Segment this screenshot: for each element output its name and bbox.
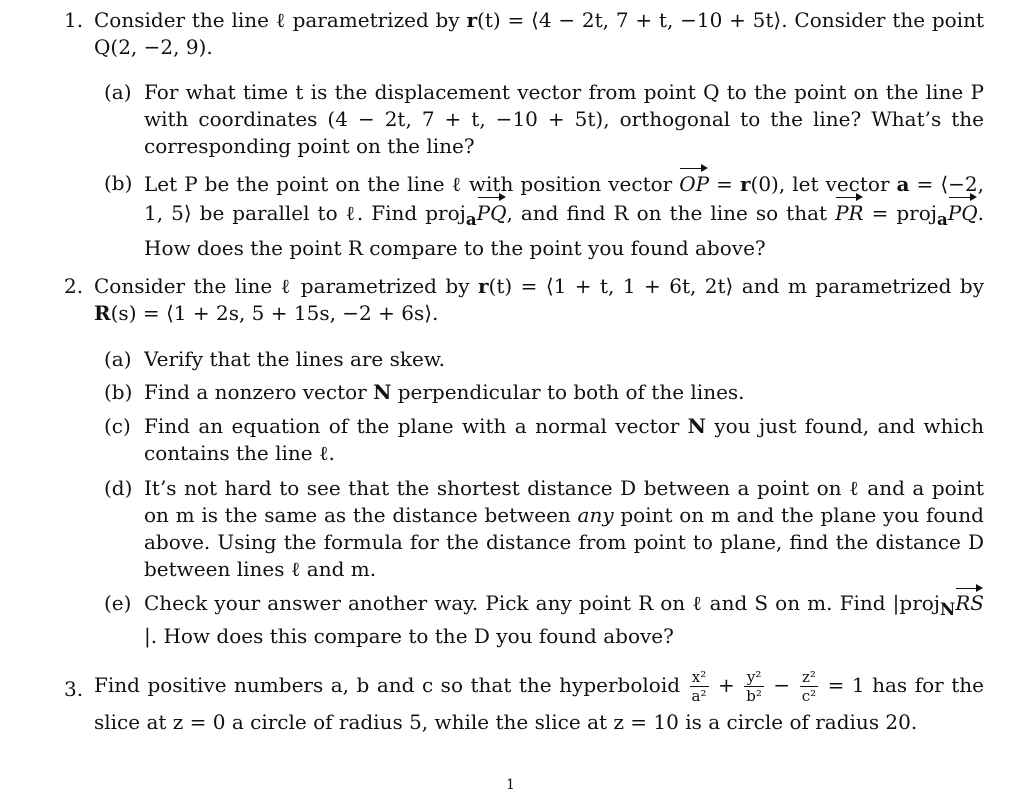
problem-3-number: 3. [64, 677, 84, 701]
problem-2-part-e [104, 590, 984, 650]
problem-1-part-b [104, 170, 984, 263]
part-text: It’s not hard to see that the shortest distance D between a point on ℓ and a point on m is the same as the distance between any point on m and the plane you found above. Using the formula for the distance from point to plane, find the distance D between lines ℓ and m. [144, 476, 984, 581]
problem-2-part-a [104, 346, 984, 373]
problem-2-statement: Consider the line ℓ parametrized by r(t) = ⟨1 + t, 1 + 6t, 2t⟩ and m parametrized by R(s) = ⟨1 + 2s, 5 + 15s, −2 + 6s⟩. [94, 274, 984, 325]
vector-op: OP [679, 170, 709, 199]
part-label: (a) [104, 347, 132, 371]
part-label: (b) [104, 380, 133, 404]
problem-2-part-b [104, 379, 984, 406]
problem-3 [64, 668, 984, 739]
part-label: (d) [104, 476, 133, 500]
part-text: For what time t is the displacement vector from point Q to the point on the line P with coordinates (4 − 2t, 7 + t, −10 + 5t), orthogonal to the line? What’s the corresponding point on the line? [144, 80, 984, 158]
problem-1 [64, 7, 984, 61]
part-text: Find an equation of the plane with a normal vector N you just found, and which contains the line ℓ. [144, 414, 984, 465]
problem-1-number: 1. [64, 8, 84, 32]
problem-2-number: 2. [64, 274, 84, 298]
part-label: (e) [104, 591, 132, 615]
vector-pr: PR [835, 199, 864, 228]
problem-2-part-d [104, 475, 984, 583]
vector-rs: RS [955, 591, 984, 615]
problem-2 [64, 273, 984, 327]
problem-3-statement: Find positive numbers a, b and c so that the hyperboloid $\frac{\text{x²}}{\text{a²}}$ + $\frac{\text{y²}}{\text{b²}}$ − $\frac{\text{z²}}{\text{c²}}$ = 1 has for the slice at z = 0 a circle of radius 5, while the slice at z = 10 is a circle of radius 20. [94, 668, 984, 734]
part-text: Let P be the point on the line ℓ with position vector OP = r(0), let vector a = ⟨−2, 1, 5⟩ be parallel to ℓ. Find proj$_a$PQ, and find R on the line so that PR = proj$_a$PQ. How does the point R compare to the point you found above? [144, 172, 984, 260]
part-label: (c) [104, 414, 131, 438]
part-label: (b) [104, 171, 133, 195]
problem-1-part-a [104, 79, 984, 160]
vector-pq: PQ [948, 199, 978, 228]
fraction-x: $\frac{\text{x²}}{\text{a²}}$ [691, 668, 707, 705]
part-text: Verify that the lines are skew. [144, 347, 445, 371]
part-text: Check your answer another way. Pick any point R on ℓ and S on m. Find |proj$_N$RS|. How does this compare to the D you found above? [144, 591, 984, 648]
page-number: 1 [506, 777, 515, 793]
vector-pq: PQ [477, 199, 507, 228]
part-label: (a) [104, 80, 132, 104]
problem-2-part-c [104, 413, 984, 467]
part-text: Find a nonzero vector N perpendicular to both of the lines. [144, 380, 745, 404]
problem-1-statement: Consider the line ℓ parametrized by r(t) = ⟨4 − 2t, 7 + t, −10 + 5t⟩. Consider the point Q(2, −2, 9). [94, 8, 984, 59]
fraction-y: $\frac{\text{y²}}{\text{b²}}$ [746, 668, 762, 705]
fraction-z: $\frac{\text{z²}}{\text{c²}}$ [801, 668, 817, 705]
